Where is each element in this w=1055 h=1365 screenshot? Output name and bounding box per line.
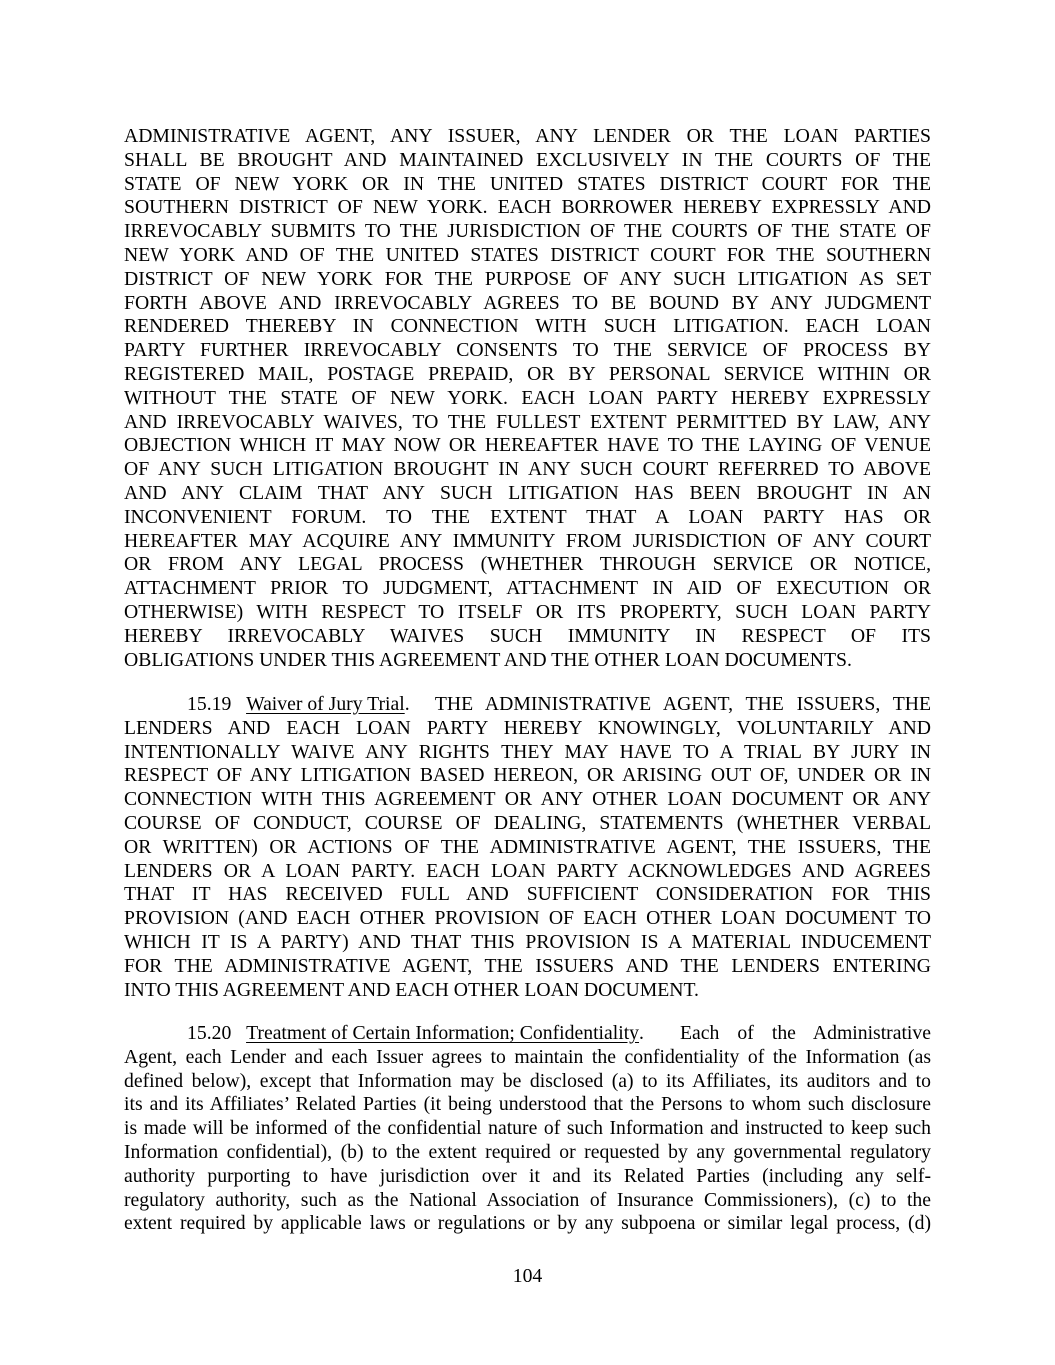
paragraph-jurisdiction-continued — [124, 125, 931, 672]
text-line: IRREVOCABLY SUBMITS TO THE JURISDICTION OF THE COURTS OF THE STATE OF — [124, 220, 931, 243]
section-15-20-first-line — [124, 1022, 931, 1046]
text-line: FORTH ABOVE AND IRREVOCABLY AGREES TO BE BOUND BY ANY JUDGMENT — [124, 291, 931, 314]
text-line: WITHOUT THE STATE OF NEW YORK. EACH LOAN PARTY HEREBY EXPRESSLY — [124, 386, 931, 409]
text-line: INTENTIONALLY WAIVE ANY RIGHTS THEY MAY HAVE TO A TRIAL BY JURY IN — [124, 740, 931, 763]
text-line: OBJECTION WHICH IT MAY NOW OR HEREAFTER HAVE TO THE LAYING OF VENUE — [124, 434, 931, 457]
text-line: STATE OF NEW YORK OR IN THE UNITED STATES DISTRICT COURT FOR THE — [124, 172, 931, 195]
section-15-20-first-line-text: . Each of the Administrative — [639, 1022, 931, 1044]
text-line: SOUTHERN DISTRICT OF NEW YORK. EACH BORROWER HEREBY EXPRESSLY AND — [124, 196, 931, 219]
text-line: OBLIGATIONS UNDER THIS AGREEMENT AND THE OTHER LOAN DOCUMENTS. — [124, 648, 852, 671]
text-line: CONNECTION WITH THIS AGREEMENT OR ANY OTHER LOAN DOCUMENT OR ANY — [124, 788, 931, 811]
text-line: SHALL BE BROUGHT AND MAINTAINED EXCLUSIVELY IN THE COURTS OF THE — [124, 148, 931, 171]
section-15-19-first-line-text: . THE ADMINISTRATIVE AGENT, THE ISSUERS, THE — [404, 693, 931, 715]
text-line: RESPECT OF ANY LITIGATION BASED HEREON, OR ARISING OUT OF, UNDER OR IN — [124, 764, 931, 787]
text-line: HEREAFTER MAY ACQUIRE ANY IMMUNITY FROM JURISDICTION OF ANY COURT — [124, 529, 931, 552]
text-line: regulatory authority, such as the National Association of Insurance Commissioners), (c) to the — [124, 1188, 931, 1211]
text-line: AND IRREVOCABLY WAIVES, TO THE FULLEST EXTENT PERMITTED BY LAW, ANY — [124, 410, 931, 433]
text-line: Information confidential), (b) to the extent required or requested by any governmental regulatory — [124, 1140, 931, 1163]
text-line: PARTY FURTHER IRREVOCABLY CONSENTS TO THE SERVICE OF PROCESS BY — [124, 339, 931, 362]
text-line: INCONVENIENT FORUM. TO THE EXTENT THAT A LOAN PARTY HAS OR — [124, 505, 931, 528]
text-line: LENDERS AND EACH LOAN PARTY HEREBY KNOWINGLY, VOLUNTARILY AND — [124, 716, 931, 739]
section-15-19-heading: Waiver of Jury Trial — [246, 693, 405, 715]
text-line: AND ANY CLAIM THAT ANY SUCH LITIGATION HAS BEEN BROUGHT IN AN — [124, 481, 931, 504]
section-15-19-first-line — [124, 693, 931, 717]
section-15-20-heading: Treatment of Certain Information; Confidentiality — [246, 1022, 640, 1044]
text-line: REGISTERED MAIL, POSTAGE PREPAID, OR BY PERSONAL SERVICE WITHIN OR — [124, 362, 931, 385]
text-line: COURSE OF CONDUCT, COURSE OF DEALING, STATEMENTS (WHETHER VERBAL — [124, 811, 931, 834]
text-line: is made will be informed of the confidential nature of such Information and instructed to keep such — [124, 1117, 931, 1140]
text-line: PROVISION (AND EACH OTHER PROVISION OF EACH OTHER LOAN DOCUMENT TO — [124, 907, 931, 930]
text-line: OR FROM ANY LEGAL PROCESS (WHETHER THROUGH SERVICE OR NOTICE, — [124, 553, 931, 576]
text-line: INTO THIS AGREEMENT AND EACH OTHER LOAN DOCUMENT. — [124, 978, 699, 1001]
section-15-19-number: 15.19 — [187, 693, 232, 715]
section-15-20-confidentiality — [124, 1022, 931, 1236]
page-number: 104 — [512, 1265, 543, 1287]
text-line: DISTRICT OF NEW YORK FOR THE PURPOSE OF ANY SUCH LITIGATION AS SET — [124, 267, 931, 290]
text-line: authority purporting to have jurisdiction over it and its Related Parties (including any self- — [124, 1164, 931, 1187]
text-line: THAT IT HAS RECEIVED FULL AND SUFFICIENT CONSIDERATION FOR THIS — [124, 883, 931, 906]
text-line: RENDERED THEREBY IN CONNECTION WITH SUCH LITIGATION. EACH LOAN — [124, 315, 931, 338]
text-line: its and its Affiliates’ Related Parties (it being understood that the Persons to whom such disclosure — [124, 1093, 931, 1116]
text-line: WHICH IT IS A PARTY) AND THAT THIS PROVISION IS A MATERIAL INDUCEMENT — [124, 930, 931, 953]
text-line: FOR THE ADMINISTRATIVE AGENT, THE ISSUERS AND THE LENDERS ENTERING — [124, 954, 931, 977]
text-line: LENDERS OR A LOAN PARTY. EACH LOAN PARTY ACKNOWLEDGES AND AGREES — [124, 859, 931, 882]
text-line: Agent, each Lender and each Issuer agrees to maintain the confidentiality of the Information (as — [124, 1045, 931, 1068]
text-line: ATTACHMENT PRIOR TO JUDGMENT, ATTACHMENT IN AID OF EXECUTION OR — [124, 577, 931, 600]
text-line: ADMINISTRATIVE AGENT, ANY ISSUER, ANY LENDER OR THE LOAN PARTIES — [124, 125, 931, 147]
text-line: defined below), except that Information may be disclosed (a) to its Affiliates, its auditors and to — [124, 1069, 931, 1092]
text-line: OF ANY SUCH LITIGATION BROUGHT IN ANY SUCH COURT REFERRED TO ABOVE — [124, 458, 931, 481]
text-line: HEREBY IRREVOCABLY WAIVES SUCH IMMUNITY IN RESPECT OF ITS — [124, 624, 931, 647]
text-line: OR WRITTEN) OR ACTIONS OF THE ADMINISTRATIVE AGENT, THE ISSUERS, THE — [124, 835, 931, 858]
text-line: extent required by applicable laws or regulations or by any subpoena or similar legal process, (d) — [124, 1212, 931, 1235]
section-15-20-number: 15.20 — [187, 1022, 232, 1044]
section-15-19-waiver-of-jury-trial — [124, 693, 931, 1002]
text-line: NEW YORK AND OF THE UNITED STATES DISTRICT COURT FOR THE SOUTHERN — [124, 243, 931, 266]
text-line: OTHERWISE) WITH RESPECT TO ITSELF OR ITS PROPERTY, SUCH LOAN PARTY — [124, 600, 931, 623]
